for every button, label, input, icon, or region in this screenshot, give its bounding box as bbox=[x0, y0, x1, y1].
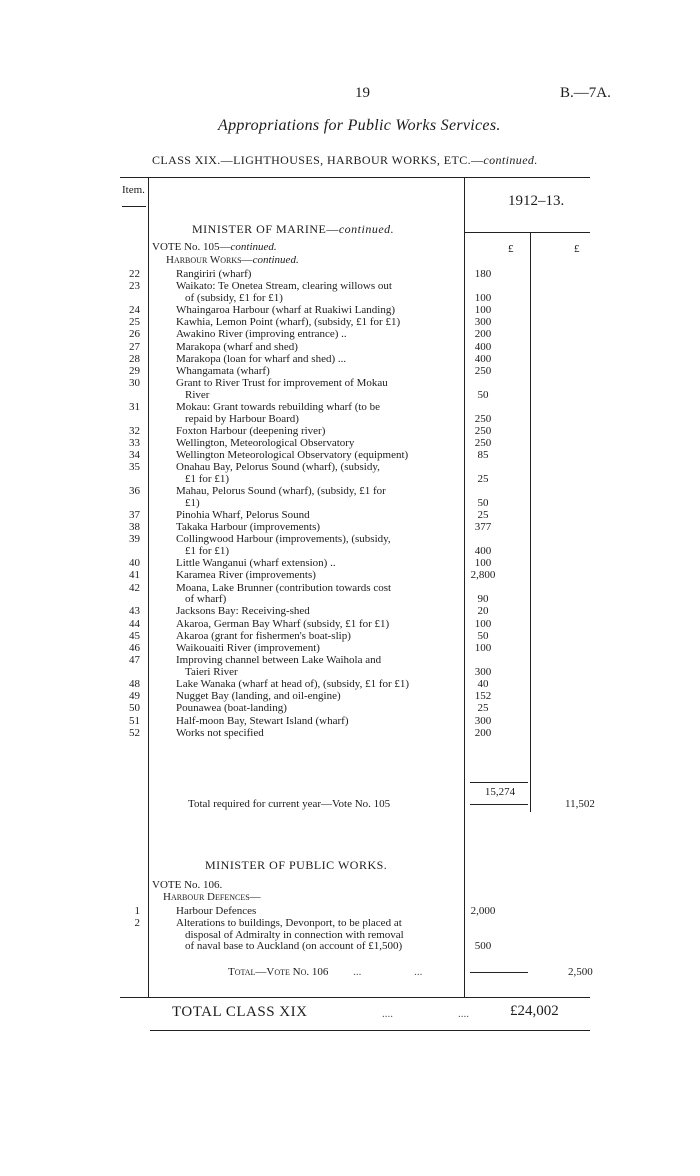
item-number: 30 bbox=[129, 377, 140, 390]
year-header-rule bbox=[465, 232, 590, 233]
item-description: Kawhia, Lemon Point (wharf), (subsidy, £1 for £1) bbox=[176, 316, 401, 329]
item-description: Whangamata (wharf) bbox=[176, 365, 270, 377]
item-amount: 250 bbox=[474, 437, 492, 449]
item-number: 2 bbox=[134, 917, 140, 930]
item-description: repaid by Harbour Board) bbox=[185, 412, 299, 425]
item-amount: 300 bbox=[474, 316, 492, 329]
item-number: 28 bbox=[129, 352, 140, 365]
item-description: River bbox=[185, 388, 210, 401]
vote-106-rule bbox=[470, 972, 528, 973]
item-amount: 152 bbox=[474, 690, 492, 703]
vote-105-label bbox=[152, 241, 277, 253]
item-description: Whaingaroa Harbour (wharf at Ruakiwi Landing) bbox=[176, 304, 396, 316]
item-number: 23 bbox=[129, 280, 140, 293]
item-description: Mokau: Grant towards rebuilding wharf (to be bbox=[176, 401, 381, 413]
item-description: Alterations to buildings, Devonport, to be placed at bbox=[176, 917, 402, 930]
item-description: Wellington Meteorological Observatory (equipment) bbox=[176, 449, 409, 462]
grand-total-top-rule bbox=[120, 997, 590, 998]
grand-total-leader: .... bbox=[382, 1008, 393, 1020]
item-amount: 85 bbox=[477, 449, 489, 462]
item-description: £1) bbox=[185, 496, 200, 509]
marine-heading-continued: continued. bbox=[338, 222, 395, 236]
item-number: 50 bbox=[129, 702, 140, 715]
item-description: Half-moon Bay, Stewart Island (wharf) bbox=[176, 714, 349, 727]
page-title: Appropriations for Public Works Services. bbox=[218, 117, 501, 134]
item-description: disposal of Admiralty in connection with removal bbox=[185, 928, 404, 941]
inner-amount-rule bbox=[530, 232, 531, 812]
vote-105-text: VOTE No. 105— bbox=[152, 241, 231, 253]
item-number: 34 bbox=[129, 449, 140, 462]
item-amount: 100 bbox=[474, 291, 492, 304]
item-amount: 90 bbox=[477, 593, 489, 606]
vote-106-total-leader-2: ... bbox=[414, 966, 423, 978]
item-description: Takaka Harbour (improvements) bbox=[176, 521, 321, 534]
item-description: Marakopa (loan for wharf and shed) ... bbox=[176, 352, 347, 365]
vote-106-label: VOTE No. 106. bbox=[152, 879, 223, 891]
harbour-works-text: Harbour Works— bbox=[166, 254, 253, 266]
item-number: 49 bbox=[129, 690, 140, 703]
pound-sign-col2: £ bbox=[574, 243, 580, 255]
item-description: Grant to River Trust for improvement of Mokau bbox=[176, 377, 388, 390]
item-description: Nugget Bay (landing, and oil-engine) bbox=[176, 690, 341, 703]
grand-total-label: TOTAL CLASS XIX bbox=[172, 1004, 308, 1020]
item-description: £1 for £1) bbox=[185, 544, 229, 557]
item-header-underline bbox=[122, 206, 146, 207]
item-number: 40 bbox=[129, 557, 140, 570]
item-description: Karamea River (improvements) bbox=[176, 569, 316, 582]
vote-106-total-leader: ... bbox=[353, 966, 362, 978]
item-number: 24 bbox=[129, 304, 140, 316]
document-reference: B.—7A. bbox=[560, 85, 611, 101]
item-number: 47 bbox=[129, 654, 140, 667]
item-description: Wellington, Meteorological Observatory bbox=[176, 437, 355, 449]
item-number: 31 bbox=[129, 401, 140, 413]
item-amount: 2,000 bbox=[470, 905, 496, 917]
item-description: Marakopa (wharf and shed) bbox=[176, 340, 298, 353]
item-amount: 200 bbox=[474, 726, 492, 739]
item-description: Onahau Bay, Pelorus Sound (wharf), (subsidy, bbox=[176, 461, 380, 474]
pound-sign-col1: £ bbox=[508, 243, 514, 255]
item-amount: 2,800 bbox=[470, 569, 496, 582]
item-description: Pounawea (boat-landing) bbox=[176, 702, 287, 715]
item-description: Works not specified bbox=[176, 726, 264, 739]
vote-106-total-value: 2,500 bbox=[568, 966, 593, 978]
item-number: 22 bbox=[129, 268, 140, 280]
item-description: Jacksons Bay: Receiving-shed bbox=[176, 605, 310, 618]
item-number: 43 bbox=[129, 605, 140, 618]
year-header: 1912–13. bbox=[508, 193, 565, 209]
vote-105-total-label: Total required for current year—Vote No. 105 bbox=[188, 798, 391, 810]
item-number: 33 bbox=[129, 437, 140, 449]
vote-106-total-label bbox=[228, 966, 422, 978]
item-amount: 40 bbox=[477, 678, 489, 690]
item-number: 42 bbox=[129, 581, 140, 594]
item-amount: 50 bbox=[477, 388, 489, 401]
item-description: Taieri River bbox=[185, 665, 238, 678]
grand-total-leader-2: .... bbox=[458, 1008, 469, 1020]
item-description: Moana, Lake Brunner (contribution towards cost bbox=[176, 581, 392, 594]
item-description: Mahau, Pelorus Sound (wharf), (subsidy, £1 for bbox=[176, 485, 386, 498]
public-works-heading: MINISTER OF PUBLIC WORKS. bbox=[205, 858, 388, 872]
item-amount: 100 bbox=[474, 617, 492, 630]
item-number: 35 bbox=[129, 461, 140, 474]
item-description: Akaroa, German Bay Wharf (subsidy, £1 for £1) bbox=[176, 617, 390, 630]
item-amount: 25 bbox=[477, 472, 489, 485]
class-heading bbox=[152, 153, 538, 168]
item-number: 45 bbox=[129, 629, 140, 642]
table-top-rule bbox=[120, 177, 590, 178]
item-amount: 180 bbox=[474, 268, 492, 280]
item-amount: 250 bbox=[474, 412, 492, 425]
item-number: 41 bbox=[129, 569, 140, 582]
item-number: 46 bbox=[129, 642, 140, 654]
item-amount: 400 bbox=[474, 340, 492, 353]
item-amount: 50 bbox=[477, 629, 489, 642]
item-description: Little Wanganui (wharf extension) .. bbox=[176, 557, 336, 570]
item-number: 37 bbox=[129, 509, 140, 521]
item-description: Waikato: Te Onetea Stream, clearing willows out bbox=[176, 280, 392, 293]
item-amount: 377 bbox=[474, 521, 492, 534]
grand-total-bottom-rule bbox=[150, 1030, 590, 1031]
item-description: £1 for £1) bbox=[185, 472, 229, 485]
item-amount: 20 bbox=[477, 605, 489, 618]
item-amount: 250 bbox=[474, 424, 492, 437]
item-number: 38 bbox=[129, 521, 140, 534]
item-column-header: Item. bbox=[122, 184, 145, 196]
item-column-rule bbox=[148, 178, 149, 998]
subtotal-underline bbox=[470, 804, 528, 805]
item-description: Akaroa (grant for fishermen's boat-slip) bbox=[176, 629, 351, 642]
item-description: Harbour Defences bbox=[176, 905, 257, 917]
item-number: 25 bbox=[129, 316, 140, 329]
item-description: Waikouaiti River (improvement) bbox=[176, 642, 320, 654]
item-amount: 100 bbox=[474, 557, 492, 570]
grand-total-value: £24,002 bbox=[510, 1003, 559, 1019]
item-amount: 200 bbox=[474, 328, 492, 341]
item-number: 32 bbox=[129, 424, 140, 437]
item-description: Awakino River (improving entrance) .. bbox=[176, 328, 347, 341]
harbour-works-continued: continued. bbox=[252, 254, 299, 266]
item-number: 36 bbox=[129, 485, 140, 498]
item-amount: 300 bbox=[474, 714, 492, 727]
item-number: 26 bbox=[129, 328, 140, 341]
item-description: Collingwood Harbour (improvements), (subsidy, bbox=[176, 533, 391, 546]
item-description: of wharf) bbox=[185, 593, 227, 606]
item-number: 1 bbox=[134, 905, 140, 917]
class-heading-continued: continued. bbox=[483, 153, 538, 167]
item-number: 39 bbox=[129, 533, 140, 546]
item-amount: 50 bbox=[477, 496, 489, 509]
harbour-works-subheading bbox=[166, 254, 299, 266]
item-description: Foxton Harbour (deepening river) bbox=[176, 424, 326, 437]
class-heading-text: CLASS XIX.—LIGHTHOUSES, HARBOUR WORKS, ETC.— bbox=[152, 153, 484, 167]
item-amount: 100 bbox=[474, 304, 492, 316]
item-number: 44 bbox=[129, 617, 140, 630]
item-number: 51 bbox=[129, 714, 140, 727]
item-amount: 500 bbox=[474, 940, 492, 953]
marine-heading bbox=[192, 222, 394, 237]
page-number: 19 bbox=[355, 85, 370, 101]
item-amount: 25 bbox=[477, 702, 489, 715]
vote-105-continued: continued. bbox=[230, 241, 277, 253]
item-number: 29 bbox=[129, 365, 140, 377]
item-amount: 300 bbox=[474, 665, 492, 678]
vote-106-total-text: Total—Vote No. 106 bbox=[228, 966, 329, 978]
item-amount: 400 bbox=[474, 544, 492, 557]
subtotal-rule bbox=[470, 782, 528, 783]
item-description: of naval base to Auckland (on account of £1,500) bbox=[185, 940, 403, 953]
item-description: Lake Wanaka (wharf at head of), (subsidy, £1 for £1) bbox=[176, 678, 410, 690]
item-amount: 250 bbox=[474, 365, 492, 377]
item-number: 52 bbox=[129, 726, 140, 739]
item-description: Pinohia Wharf, Pelorus Sound bbox=[176, 509, 310, 521]
item-amount: 25 bbox=[477, 509, 489, 521]
harbour-defences-subheading: Harbour Defences— bbox=[163, 891, 261, 903]
item-amount: 400 bbox=[474, 352, 492, 365]
item-number: 48 bbox=[129, 678, 140, 690]
item-description: of (subsidy, £1 for £1) bbox=[185, 291, 283, 304]
marine-subtotal: 15,274 bbox=[484, 786, 516, 798]
item-amount: 100 bbox=[474, 642, 492, 654]
item-description: Improving channel between Lake Waihola and bbox=[176, 654, 382, 667]
vote-105-total-value: 11,502 bbox=[565, 798, 595, 810]
marine-heading-text: MINISTER OF MARINE— bbox=[192, 222, 339, 236]
item-description: Rangiriri (wharf) bbox=[176, 268, 252, 280]
item-number: 27 bbox=[129, 340, 140, 353]
